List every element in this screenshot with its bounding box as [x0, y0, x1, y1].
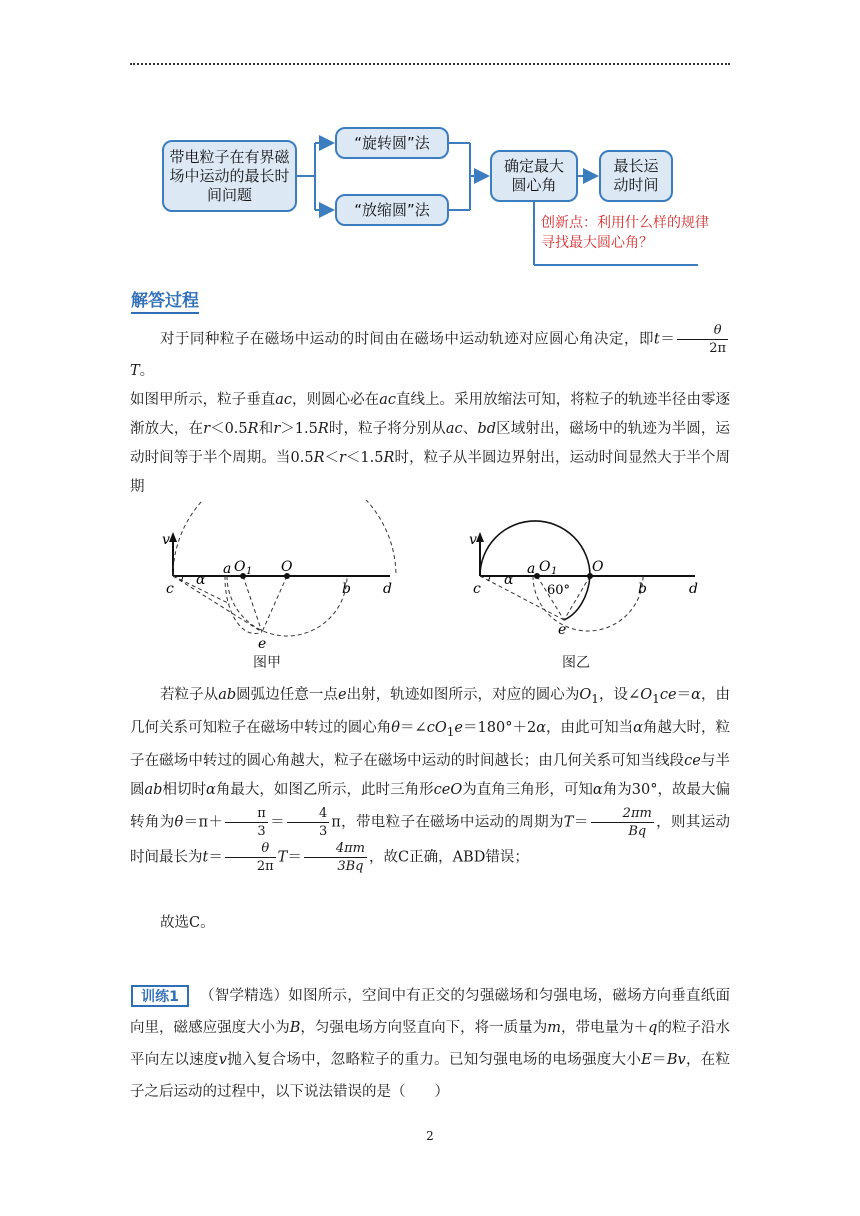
fig-jia-label-c: c [166, 581, 174, 597]
figure-yi-caption: 图乙 [562, 655, 590, 671]
fig-jia-label-alpha: α [196, 572, 206, 588]
fig-yi-label-alpha: α [504, 572, 514, 588]
page-number: 2 [426, 1129, 434, 1143]
flowchart-start-box [162, 140, 297, 212]
figure-jia [162, 500, 396, 652]
fig-jia-label-O1-sub: 1 [246, 566, 253, 577]
training-tag: 训练1 [131, 985, 189, 1007]
fig-yi-label-b: b [638, 581, 647, 597]
figure-yi [469, 521, 698, 638]
fig-jia-label-b: b [342, 581, 351, 597]
fig-yi-label-d: d [689, 581, 698, 597]
flowchart-innovation-note: 创新点：利用什么样的规律寻找最大圆心角？ [541, 215, 709, 251]
fig-yi-label-a: a [527, 561, 536, 577]
flowchart-step-box [490, 150, 578, 202]
fig-yi-label-60deg: 60° [547, 583, 571, 598]
flowchart-result-box [599, 150, 673, 202]
flowchart-start-text: 带电粒子在有界磁场中运动的最长时间问题 [169, 147, 290, 204]
fraction-theta-over-2pi: $\frac{\theta}{2\pi}$ [677, 322, 728, 357]
solution-paragraph-1: 对于同种粒子在磁场中运动的时间由在磁场中运动轨迹对应圆心角决定，即t＝ $\frac{\theta}{2\pi}$ T。 如图甲所示，粒子垂直ac，则圆心必在ac直线上。采用放缩法可知，将粒子的轨迹半径由零逐渐放大，在r＜0.5R和r＞1.5R时，粒子将分别从ac、bd区域射出，磁场中的轨迹为半圆，运动时间等于半个周期。当0.5R＜r＜1.5R时，粒子从半圆边界射出，运动时间显然大于半个周期 [130, 323, 731, 495]
flowchart-method2-text: “放缩圆”法 [354, 200, 430, 219]
conclusion: 故选C。 [160, 915, 215, 931]
flowchart-method1-text: “旋转圆”法 [354, 133, 430, 152]
flowchart-result-text: 最长运动时间 [613, 157, 659, 194]
fig-yi-label-O1: O [539, 559, 551, 575]
fig-yi-label-c: c [473, 581, 481, 597]
fig-jia-label-a: a [223, 561, 232, 577]
solution-paragraph-2: 若粒子从ab圆弧边任意一点e出射，轨迹如图所示，对应的圆心为$O_1$，设$\angle O_1ce=\alpha$，由几何关系可知粒子在磁场中转过的圆心角$\theta=\angle cO_1e=180^\circ+2\alpha$，由此可知当α角越大时，粒子在磁场中转过的圆心角越大，粒子在磁场中运动的时间越长；由几何关系可知当线段ce与半圆ab相切时α角最大，如图乙所示，此时三角形ceO为直角三角形，可知α角为30°，故最大偏转角为θ＝π＋ $\frac{\pi}{3}$ ＝ $\frac{4}{3}$ π，带电粒子在磁场中运动的周期为T＝ $\frac{2\pi m}{Bq}$ ，则其运动时间最长为t＝ $\frac{\theta}{2\pi}$ T＝ $\frac{4\pi m}{3Bq}$ ，故C正确，ABD错误； [130, 687, 731, 874]
fig-yi-label-v: v [469, 532, 477, 548]
training-question: （智学精选）如图所示，空间中有正交的匀强磁场和匀强电场，磁场方向垂直纸面向里，磁感应强度大小为B，匀强电场方向竖直向下，将一质量为m，带电量为＋q的粒子沿水平向左以速度v抛入复合场中，忽略粒子的重力。已知匀强电场的电场强度大小E＝Bv，在粒子之后运动的过程中，以下说法错误的是（ ） [130, 988, 731, 1100]
flowchart-method2-box [335, 194, 449, 226]
flowchart-step-text: 确定最大圆心角 [503, 157, 564, 194]
fig-yi-label-e: e [558, 622, 567, 638]
figure-jia-caption: 图甲 [253, 655, 281, 671]
fig-jia-label-v: v [162, 532, 170, 548]
fig-jia-label-O: O [281, 559, 293, 575]
fig-jia-label-O1: O [234, 559, 246, 575]
fig-jia-label-d: d [383, 581, 392, 597]
fig-yi-label-O: O [592, 559, 604, 575]
fig-jia-label-e: e [258, 636, 267, 652]
section-title: 解答过程 [131, 286, 199, 314]
fig-yi-label-O1-sub: 1 [551, 566, 558, 577]
geometry-figures [150, 500, 710, 675]
flowchart-method1-box [335, 127, 449, 159]
